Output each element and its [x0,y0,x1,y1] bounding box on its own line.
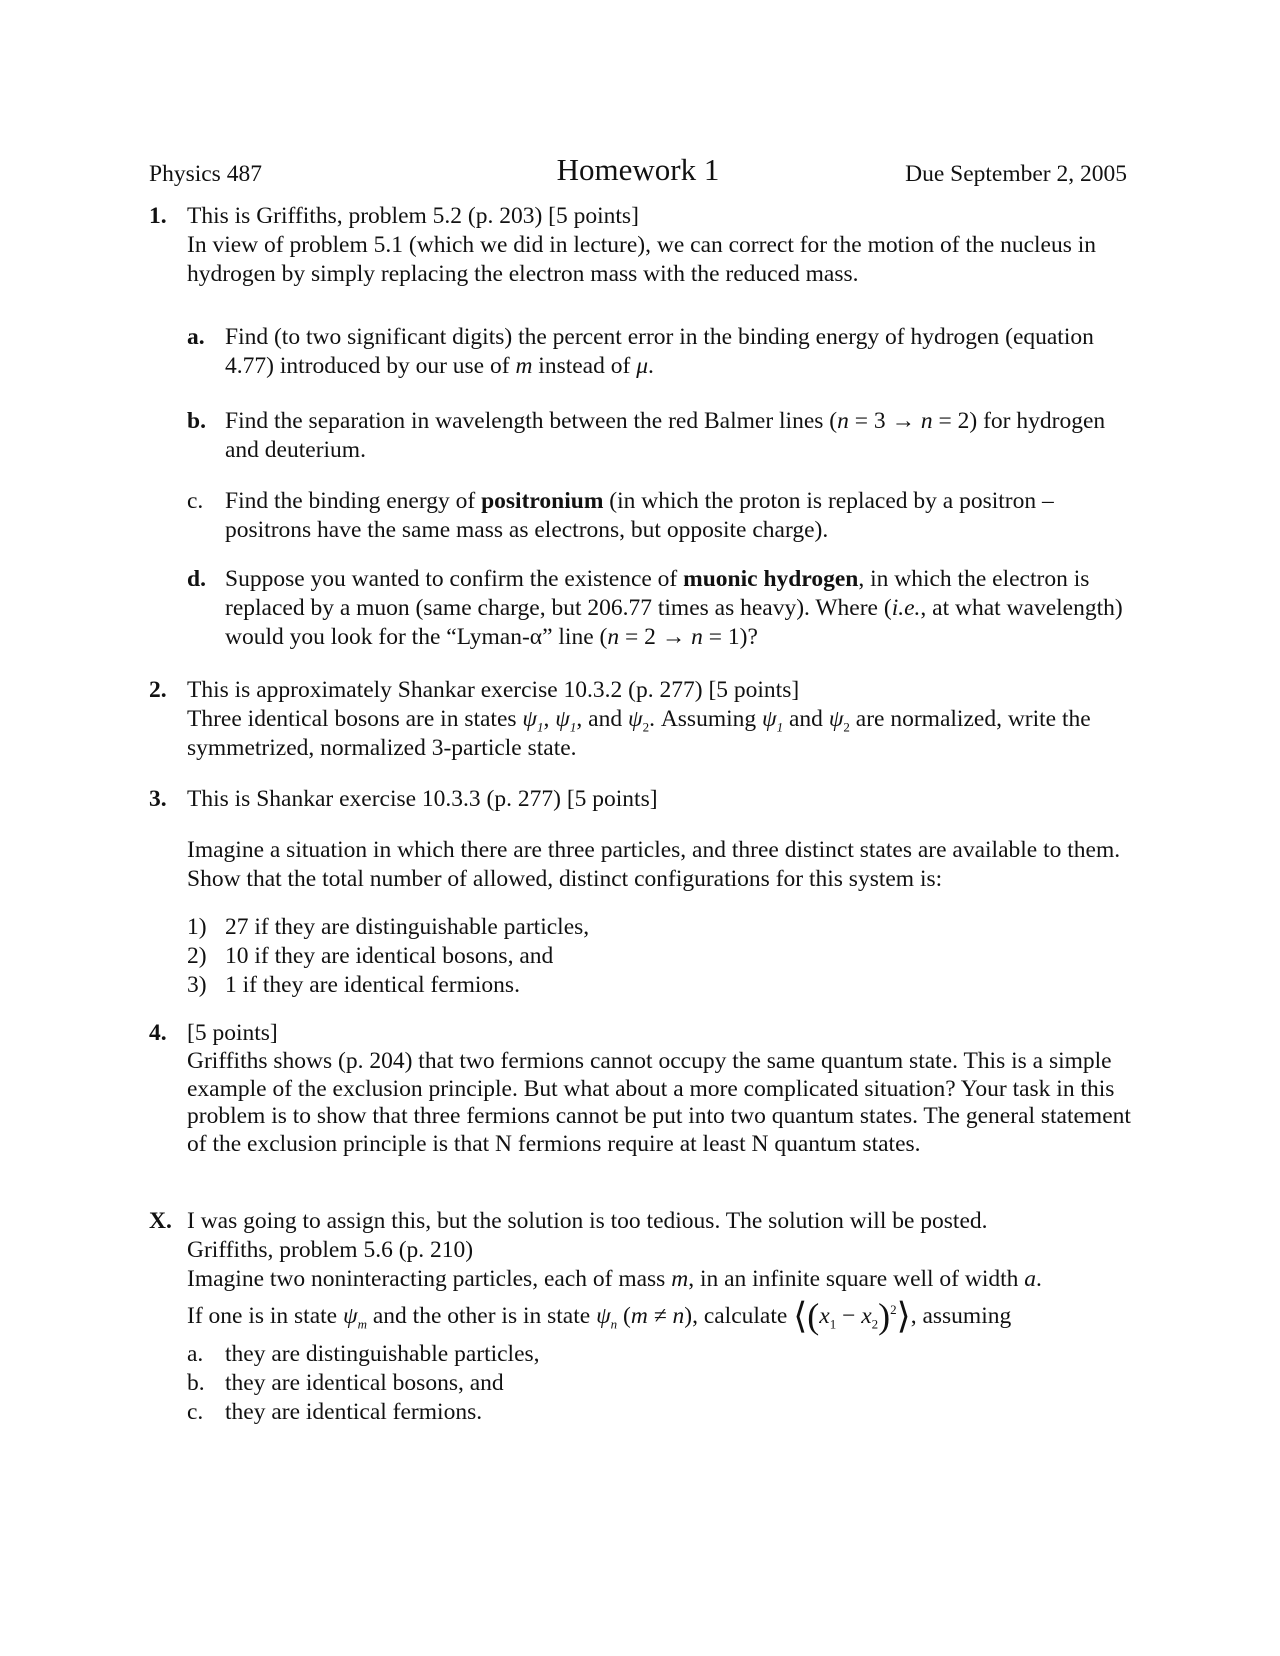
problem-number: 4. [149,1020,167,1046]
list-item: a. they are distinguishable particles, [187,1341,540,1367]
problem-3-body [187,785,1139,894]
configuration-list [187,913,1087,1000]
course-name: Physics 487 [149,161,262,187]
part-label: a. [187,324,205,350]
part-text: Find the binding energy of positronium (in which the proton is replaced by a positron – positrons have the same mass as electrons, but opposite charge). [225,488,1054,543]
problem-number: 3. [149,786,167,812]
problem-4 [149,1019,1139,1158]
problem-4-points: [5 points] [187,1020,278,1046]
expectation-formula: $⟨(x_1$ − $x_2)^2⟩$ [793,1296,911,1336]
part-text: Find (to two significant digits) the percent error in the binding energy of hydrogen (equation 4.77) introduced by our use of m instead of μ. [225,324,1094,379]
problem-x-text: Imagine two noninteracting particles, each of mass m, in an infinite square well of width a. [187,1266,1042,1292]
problem-number: X. [149,1208,172,1234]
problem-1a [187,323,1127,381]
part-label: c. [187,488,204,514]
problem-x [149,1207,1139,1336]
due-date: Due September 2, 2005 [905,161,1127,187]
part-text: Suppose you wanted to confirm the existence of muonic hydrogen, in which the electron is replaced by a muon (same charge, but 206.77 times as heavy). Where (i.e., at what wavelength) would you look for the “Lyman-α” line (n = 2 → n = 1)? [225,566,1123,650]
list-item: 3) 1 if they are identical fermions. [187,972,520,998]
page-title: Homework 1 [556,152,720,187]
problem-number: 1. [149,203,167,229]
problem-1c [187,487,1127,545]
part-text: Find the separation in wavelength between the red Balmer lines (n = 3 → n = 2) for hydrogen and deuterium. [225,408,1106,463]
problem-x-formula-line: If one is in state $\psi_m$ and the other is in state $\psi_n$ (m ≠ n), calculate $⟨(x_1$ − $x_2)^2⟩$, assuming [187,1296,1012,1336]
list-item: 2) 10 if they are identical bosons, and [187,943,554,969]
problem-x-source: Griffiths, problem 5.6 (p. 210) [187,1237,474,1263]
problem-number: 2. [149,677,167,703]
problem-3-text: Imagine a situation in which there are three particles, and three distinct states are available to them. Show that the total number of allowed, distinct configurations for this system is: [187,837,1121,892]
problem-1-header [187,202,1139,289]
problem-1d [187,565,1127,652]
list-item: 1) 27 if they are distinguishable particles, [187,914,590,940]
problem-4-body [187,1019,1139,1158]
list-item: b. they are identical bosons, and [187,1370,504,1396]
assumption-list [187,1340,1087,1427]
problem-x-note: I was going to assign this, but the solution is too tedious. The solution will be posted. [187,1208,988,1234]
problem-2 [149,676,1139,763]
problem-2-source: This is approximately Shankar exercise 10.3.2 (p. 277) [5 points] [187,677,800,703]
problem-1-source: This is Griffiths, problem 5.2 (p. 203) [5 points] [187,203,639,229]
problem-x-body [187,1207,1139,1336]
problem-2-text: Three identical bosons are in states $\psi_1$, $\psi_1$, and $\psi_2$. Assuming $\psi_1$ and $\psi_2$ are normalized, write the symmetrized, normalized 3-particle state. [187,706,1091,761]
part-label: b. [187,408,206,434]
page-header [149,150,1127,190]
part-label: d. [187,566,206,592]
problem-1 [149,202,1139,289]
problem-3 [149,785,1139,894]
problem-4-text: Griffiths shows (p. 204) that two fermions cannot occupy the same quantum state. This is a simple example of the exclusion principle. But what about a more complicated situation? Your task in this problem is to show that three fermions cannot be put into two quantum states. The general statement of the exclusion principle is that N fermions require at least N quantum states. [187,1048,1131,1157]
list-item: c. they are identical fermions. [187,1399,483,1425]
problem-3-source: This is Shankar exercise 10.3.3 (p. 277) [5 points] [187,786,658,812]
problem-1-intro: In view of problem 5.1 (which we did in lecture), we can correct for the motion of the nucleus in hydrogen by simply replacing the electron mass with the reduced mass. [187,232,1097,287]
problem-2-body [187,676,1139,763]
problem-1b [187,407,1127,465]
